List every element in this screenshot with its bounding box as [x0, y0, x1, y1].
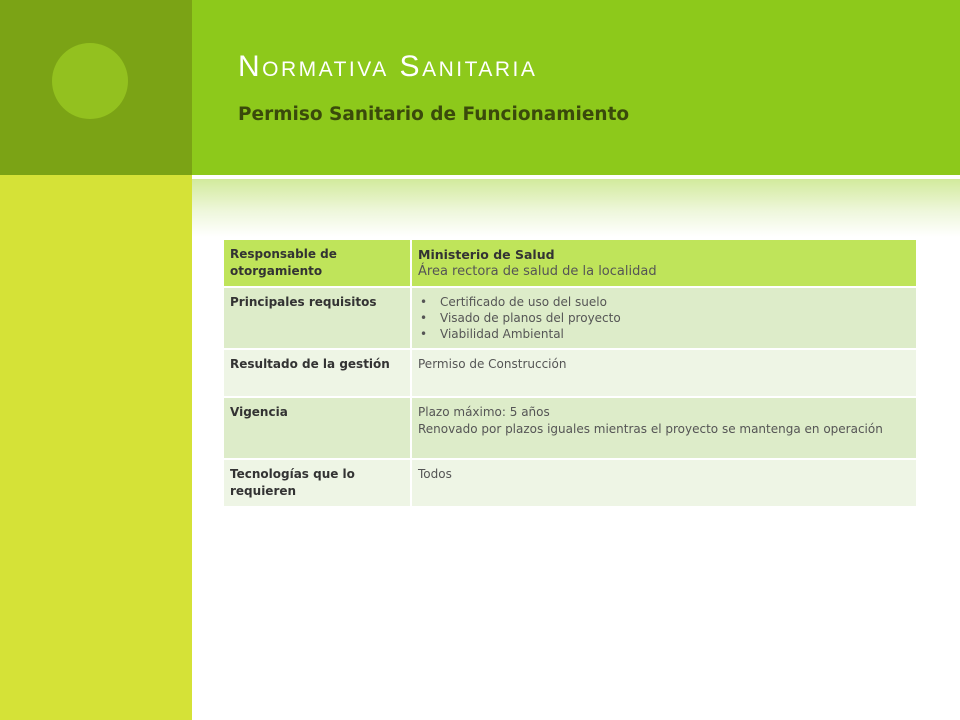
- value-text: Permiso de Construcción: [418, 357, 567, 371]
- row-value: [411, 349, 917, 397]
- table-row: [223, 349, 917, 397]
- row-value: [411, 287, 917, 349]
- list-item: • Visado de planos del proyecto: [418, 310, 908, 326]
- requirements-list: [418, 294, 908, 342]
- list-item: • Viabilidad Ambiental: [418, 326, 908, 342]
- row-label: Vigencia: [223, 397, 411, 459]
- row-label: Resultado de la gestión: [223, 349, 411, 397]
- info-table: [222, 238, 918, 508]
- table-row: [223, 287, 917, 349]
- slide-title: Normativa Sanitaria: [238, 50, 538, 83]
- value-text: Todos: [418, 467, 452, 481]
- table-row: [223, 459, 917, 507]
- row-label: Principales requisitos: [223, 287, 411, 349]
- row-label: Tecnologías que lo requieren: [223, 459, 411, 507]
- table-row: [223, 239, 917, 287]
- decorative-circle: [52, 43, 128, 119]
- row-value: [411, 397, 917, 459]
- row-value: [411, 239, 917, 287]
- row-value: [411, 459, 917, 507]
- sidebar-bottom-band: [0, 175, 192, 720]
- row-label: Responsable de otorgamiento: [223, 239, 411, 287]
- header-band: [192, 0, 960, 175]
- list-item: • Certificado de uso del suelo: [418, 294, 908, 310]
- value-title: Ministerio de Salud: [418, 247, 555, 262]
- value-line: Plazo máximo: 5 años: [418, 405, 550, 419]
- value-subtitle: Área rectora de salud de la localidad: [418, 264, 657, 279]
- value-line: Renovado por plazos iguales mientras el proyecto se mantenga en operación: [418, 422, 883, 436]
- slide-subtitle: Permiso Sanitario de Funcionamiento: [238, 104, 630, 125]
- header-fade: [192, 179, 960, 237]
- table-row: [223, 397, 917, 459]
